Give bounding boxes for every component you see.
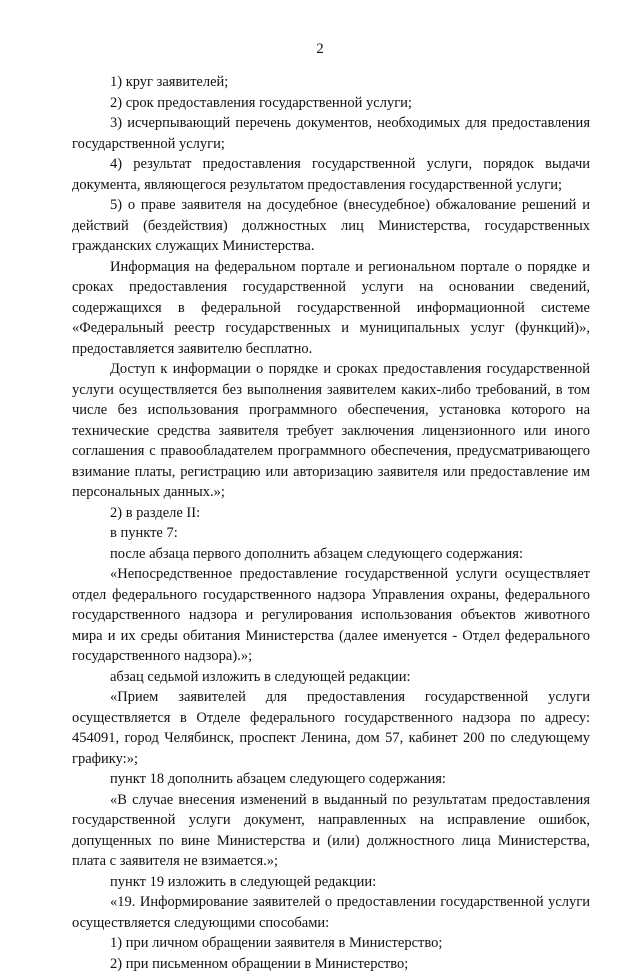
paragraph-item-18: пункт 18 дополнить абзацем следующего содержания:	[72, 769, 590, 790]
paragraph-portal-info: Информация на федеральном портале и региональном портале о порядке и сроках предоставления государственной услуги на основании сведений, содержащихся в федеральной государственной информационной системе «Федеральный реестр государственных и муниципальных услуг (функций)», предоставляется заявителю бесплатно.	[72, 257, 590, 360]
paragraph-item-7: в пункте 7:	[72, 523, 590, 544]
document-body	[72, 72, 590, 974]
paragraph-appeal-right: 5) о праве заявителя на досудебное (внесудебное) обжалование решений и действий (бездействия) должностных лиц Министерства, государственных гражданских служащих Министерства.	[72, 195, 590, 257]
paragraph-informing-methods: «19. Информирование заявителей о предоставлении государственной услуги осуществляется следующими способами:	[72, 892, 590, 933]
paragraph-information-access: Доступ к информации о порядке и сроках предоставления государственной услуги осуществляется без выполнения заявителем каких-либо требований, в том числе без использования программного обеспечения, установка которого на технические средства заявителя требует заключения лицензионного или иного соглашения с правообладателем программного обеспечения, предусматривающего взимание платы, регистрацию или авторизацию заявителя или предоставление им персональных данных.»;	[72, 359, 590, 503]
paragraph-service-result: 4) результат предоставления государственной услуги, порядок выдачи документа, являющегося результатом предоставления государственной услуги;	[72, 154, 590, 195]
paragraph-item-19: пункт 19 изложить в следующей редакции:	[72, 872, 590, 893]
paragraph-section-ii: 2) в разделе II:	[72, 503, 590, 524]
paragraph-documents-list: 3) исчерпывающий перечень документов, необходимых для предоставления государственной услуги;	[72, 113, 590, 154]
paragraph-service-term: 2) срок предоставления государственной услуги;	[72, 93, 590, 114]
paragraph-direct-provision: «Непосредственное предоставление государственной услуги осуществляет отдел федерального государственного надзора Управления охраны, федерального государственного надзора и регулирования использования объектов животного мира и их среды обитания Министерства (далее именуется - Отдел федерального государственного надзора).»;	[72, 564, 590, 667]
paragraph-written-request: 2) при письменном обращении в Министерство;	[72, 954, 590, 974]
paragraph-seventh-edition: абзац седьмой изложить в следующей редакции:	[72, 667, 590, 688]
paragraph-personal-request: 1) при личном обращении заявителя в Министерство;	[72, 933, 590, 954]
page-number: 2	[0, 40, 640, 58]
paragraph-error-correction: «В случае внесения изменений в выданный по результатам предоставления государственной услуги документ, направленных на исправление ошибок, допущенных по вине Министерства и (или) должностного лица Министерства, плата с заявителя не взимается.»;	[72, 790, 590, 872]
paragraph-add-after-first: после абзаца первого дополнить абзацем следующего содержания:	[72, 544, 590, 565]
paragraph-reception-address: «Прием заявителей для предоставления государственной услуги осуществляется в Отделе федерального государственного надзора по адресу: 454091, город Челябинск, проспект Ленина, дом 57, кабинет 200 по следующему графику:»;	[72, 687, 590, 769]
paragraph-applicant-circle: 1) круг заявителей;	[72, 72, 590, 93]
